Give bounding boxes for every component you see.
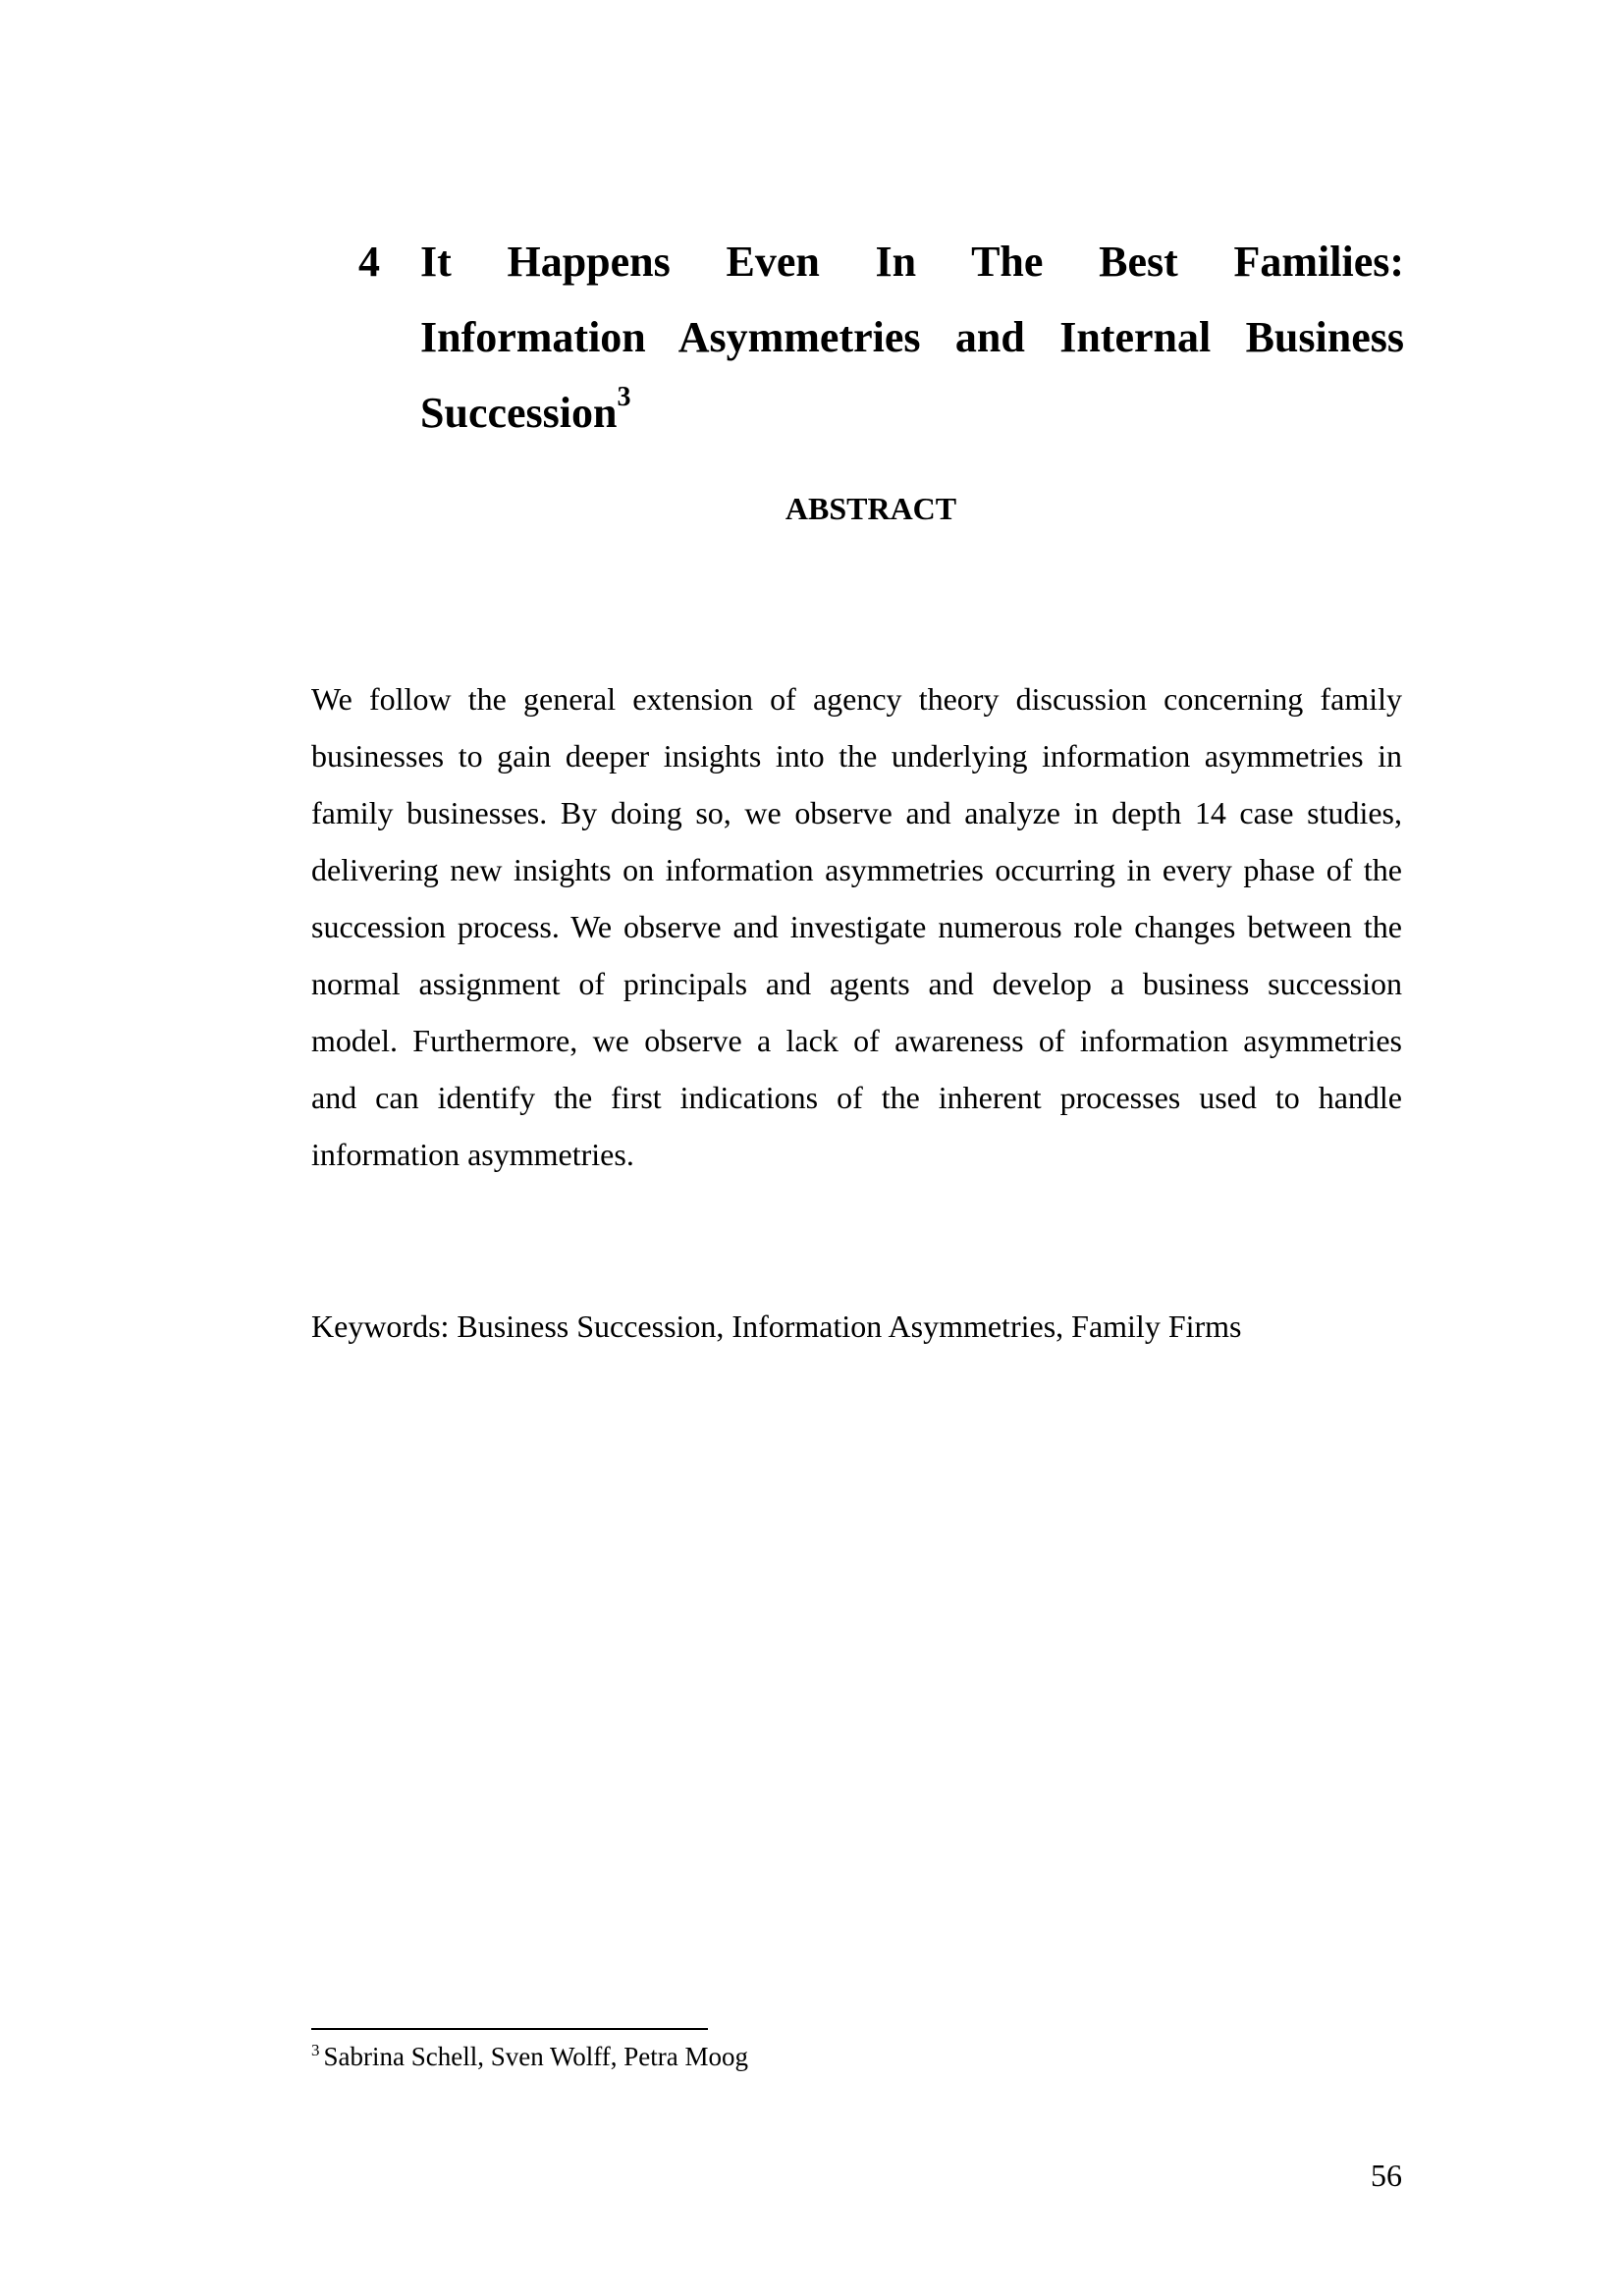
abstract-line: model. Furthermore, we observe a lack of awareness of information asymmetries	[311, 1023, 1402, 1058]
page-number: 56	[1371, 2158, 1402, 2193]
chapter-title-line-3	[420, 375, 1404, 451]
abstract-line: normal assignment of principals and agents and develop a business succession	[311, 966, 1402, 1001]
footnote-reference[interactable]: 3	[617, 382, 631, 412]
chapter-number: 4	[358, 238, 380, 286]
footnote-divider	[311, 2028, 708, 2030]
abstract-line: We follow the general extension of agency theory discussion concerning family	[311, 681, 1402, 717]
abstract-line: delivering new insights on information asymmetries occurring in every phase of the	[311, 852, 1402, 887]
chapter-title-line-3-text: Succession	[420, 389, 618, 437]
abstract-heading: ABSTRACT	[785, 491, 957, 526]
footnote	[311, 2042, 748, 2072]
abstract-body	[311, 670, 1402, 1183]
chapter-title-line-1: It Happens Even In The Best Families:	[420, 238, 1404, 286]
abstract-line: family businesses. By doing so, we observe and analyze in depth 14 case studies,	[311, 795, 1402, 830]
footnote-text: Sabrina Schell, Sven Wolff, Petra Moog	[323, 2042, 749, 2071]
keywords: Keywords: Business Succession, Information Asymmetries, Family Firms	[311, 1308, 1242, 1344]
abstract-line: businesses to gain deeper insights into the underlying information asymmetries in	[311, 738, 1402, 774]
abstract-line: information asymmetries.	[311, 1137, 634, 1172]
footnote-marker: 3	[311, 2041, 320, 2059]
abstract-line: succession process. We observe and investigate numerous role changes between the	[311, 909, 1402, 944]
abstract-line: and can identify the first indications of the inherent processes used to handle	[311, 1080, 1402, 1115]
chapter-title-line-2: Information Asymmetries and Internal Business	[420, 313, 1404, 361]
chapter-heading	[358, 224, 1404, 451]
